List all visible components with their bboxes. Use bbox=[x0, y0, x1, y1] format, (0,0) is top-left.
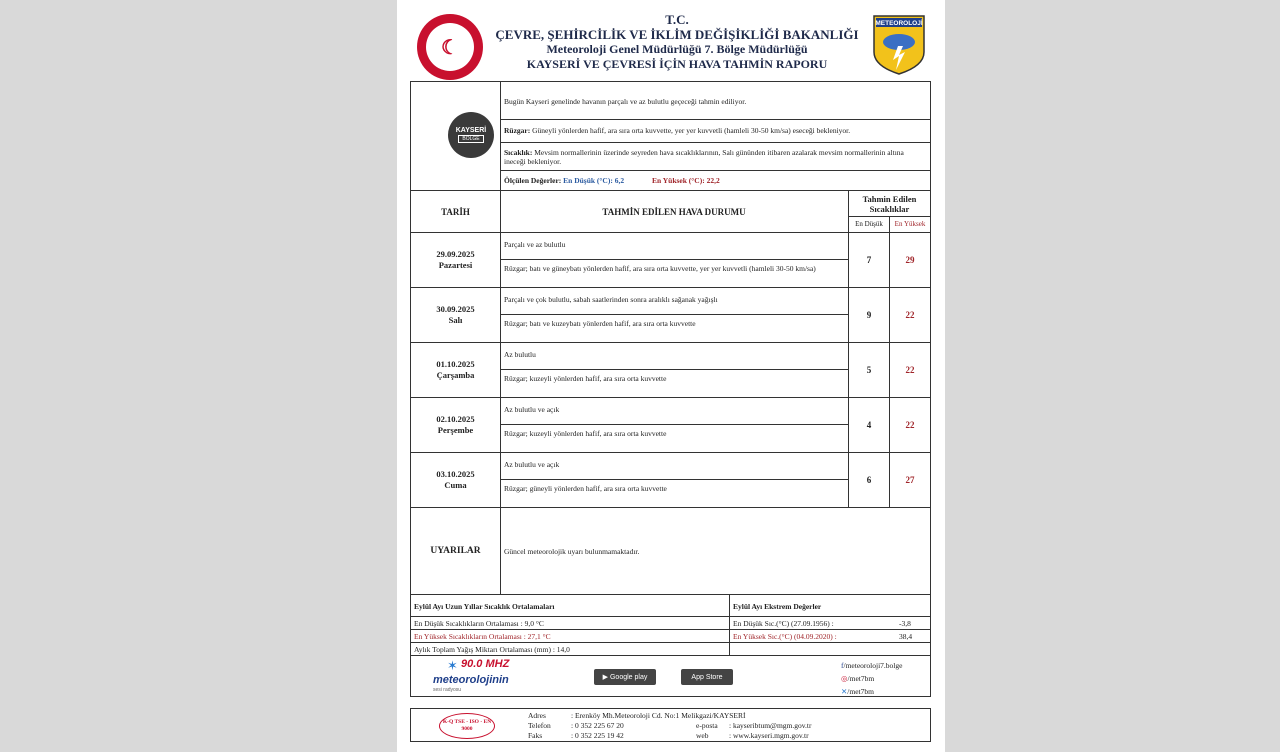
header-text bbox=[487, 12, 867, 72]
app-store-button[interactable] bbox=[681, 669, 733, 685]
web-value[interactable]: : www.kayseri.mgm.gov.tr bbox=[729, 731, 809, 740]
col-header-date: TARİH bbox=[441, 206, 470, 217]
instagram-icon: ◎ bbox=[841, 674, 848, 683]
forecast-day: Cuma bbox=[444, 479, 467, 490]
temp-label: Sıcaklık: bbox=[504, 148, 533, 157]
forecast-min: 4 bbox=[866, 419, 872, 430]
app-store-label: App Store bbox=[691, 673, 723, 681]
forecast-day: Salı bbox=[448, 314, 463, 325]
warnings-text: Güncel meteorolojik uyarı bulunmamaktadır. bbox=[504, 547, 640, 556]
forecast-max: 29 bbox=[905, 254, 915, 265]
play-icon: ▶ bbox=[602, 674, 610, 681]
header-ministry: ÇEVRE, ŞEHİRCİLİK VE İKLİM DEĞİŞİKLİĞİ BAKANLIĞI bbox=[495, 27, 859, 42]
forecast-wind: Rüzgar; güneyli yönlerden hafif, ara sıra orta kuvvette bbox=[504, 484, 667, 493]
summary-box bbox=[410, 81, 931, 191]
extremes-max-label: En Yüksek Sıc.(°C) (04.09.2020) : bbox=[733, 632, 837, 641]
forecast-date-cell bbox=[411, 397, 500, 452]
extremes-min-value: -3,8 bbox=[899, 619, 911, 628]
forecast-day: Pazartesi bbox=[438, 259, 473, 270]
summary-temp bbox=[504, 148, 924, 166]
web-label: web bbox=[696, 731, 709, 740]
forecast-wind: Rüzgar; batı ve kuzeybatı yönlerden hafif, ara sıra orta kuvvette bbox=[504, 319, 696, 328]
forecast-date-cell bbox=[411, 342, 500, 397]
header-report-title: KAYSERİ VE ÇEVRESİ İÇİN HAVA TAHMİN RAPORU bbox=[526, 57, 828, 71]
wind-text: Güneyli yönlerden hafif, ara sıra orta kuvvette, yer yer kuvvetli (hamleli 30-50 km/sa) eseceği bekleniyor. bbox=[530, 126, 851, 135]
averages-min: En Düşük Sıcaklıkların Ortalaması : 9,0 °C bbox=[414, 619, 544, 628]
forecast-day: Çarşamba bbox=[436, 369, 475, 380]
forecast-min: 5 bbox=[866, 364, 872, 375]
kayseri-bolge-badge bbox=[448, 112, 494, 158]
measured-min: En Düşük (°C): 6,2 bbox=[563, 176, 625, 185]
forecast-max: 22 bbox=[905, 419, 915, 430]
summary-wind bbox=[504, 126, 928, 135]
header-tc: T.C. bbox=[665, 12, 689, 27]
social-instagram[interactable]: ◎/met7bm bbox=[841, 674, 875, 683]
header-directorate: Meteoroloji Genel Müdürlüğü 7. Bölge Müdürlüğü bbox=[546, 42, 808, 56]
contact-box bbox=[410, 708, 931, 742]
warnings-box bbox=[410, 507, 931, 595]
radio-brand-sub: sesi radyosu bbox=[433, 687, 462, 693]
measured-label: Ölçülen Değerler: bbox=[504, 176, 562, 185]
forecast-row bbox=[411, 342, 930, 397]
forecast-date: 29.09.2025 bbox=[436, 248, 475, 259]
col-header-weather: TAHMİN EDİLEN HAVA DURUMU bbox=[602, 206, 746, 217]
averages-max: En Yüksek Sıcaklıkların Ortalaması : 27,1 °C bbox=[414, 632, 551, 641]
climate-box bbox=[410, 594, 931, 656]
google-play-button[interactable] bbox=[594, 669, 656, 685]
fax-label: Faks bbox=[528, 731, 543, 740]
col-header-max: En Yüksek bbox=[894, 220, 926, 228]
phone-label: Telefon bbox=[528, 721, 551, 730]
forecast-weather: Parçalı ve az bulutlu bbox=[504, 240, 566, 249]
forecast-date-cell bbox=[411, 452, 500, 507]
radio-brand: meteorolojinin bbox=[433, 674, 509, 686]
summary-general: Bugün Kayseri genelinde havanın parçalı ve az bulutlu geçeceği tahmin ediliyor. bbox=[504, 97, 747, 106]
forecast-row bbox=[411, 232, 930, 287]
averages-title: Eylül Ayı Uzun Yıllar Sıcaklık Ortalamaları bbox=[414, 602, 555, 611]
meteoroloji-logo-text: METEOROLOJİ bbox=[875, 20, 923, 27]
ministry-logo: ☾ bbox=[417, 14, 483, 80]
email-label: e-posta bbox=[696, 721, 718, 730]
fax-value: : 0 352 225 19 42 bbox=[571, 731, 624, 740]
forecast-wind: Rüzgar; kuzeyli yönlerden hafif, ara sıra orta kuvvette bbox=[504, 374, 667, 383]
forecast-min: 9 bbox=[866, 309, 872, 320]
radio-frequency: 90.0 MHZ bbox=[461, 658, 510, 670]
promo-box bbox=[410, 655, 931, 697]
report-page bbox=[397, 0, 945, 752]
badge-line2: BÖLGE bbox=[458, 135, 483, 143]
report-header bbox=[397, 10, 945, 80]
google-play-label: Google play bbox=[609, 673, 648, 681]
forecast-row bbox=[411, 452, 930, 507]
averages-rain: Aylık Toplam Yağış Miktarı Ortalaması (mm) : 14,0 bbox=[414, 645, 570, 654]
address-label: Adres bbox=[528, 711, 546, 720]
email-value[interactable]: : kayseribtum@mgm.gov.tr bbox=[729, 721, 812, 730]
social-twitter[interactable]: ✕/met7bm bbox=[841, 687, 874, 696]
forecast-weather: Az bulutlu ve açık bbox=[504, 405, 560, 414]
forecast-weather: Az bulutlu bbox=[504, 350, 536, 359]
forecast-row bbox=[411, 397, 930, 452]
social-facebook[interactable]: f/meteoroloji7.bolge bbox=[841, 661, 903, 670]
tse-iso-badge: K-Q TSE - ISO - EN 9000 bbox=[439, 713, 495, 739]
extremes-title: Eylül Ayı Ekstrem Değerler bbox=[733, 602, 822, 611]
measured-max: En Yüksek (°C): 22,2 bbox=[651, 176, 720, 185]
forecast-max: 27 bbox=[905, 474, 915, 485]
forecast-date: 01.10.2025 bbox=[436, 358, 475, 369]
address-value: : Erenköy Mh.Meteoroloji Cd. No:1 Melikgazi/KAYSERİ bbox=[571, 711, 746, 720]
extremes-max-value: 38,4 bbox=[899, 632, 913, 641]
forecast-row bbox=[411, 287, 930, 342]
forecast-weather: Az bulutlu ve açık bbox=[504, 460, 560, 469]
meteoroloji-logo bbox=[872, 14, 926, 76]
forecast-wind: Rüzgar; batı ve güneybatı yönlerden hafif, ara sıra orta kuvvette, yer yer kuvvetli (hamleli 30-50 km/sa) bbox=[504, 264, 816, 273]
forecast-date-cell bbox=[411, 287, 500, 342]
forecast-max: 22 bbox=[905, 364, 915, 375]
extremes-min-label: En Düşük Sıc.(°C) (27.09.1956) : bbox=[733, 619, 834, 628]
forecast-min: 7 bbox=[866, 254, 872, 265]
col-header-temps: Tahmin Edilen Sıcaklıklar bbox=[862, 193, 917, 214]
col-header-min: En Düşük bbox=[855, 220, 883, 228]
forecast-table bbox=[410, 190, 931, 508]
forecast-min: 6 bbox=[866, 474, 872, 485]
twitter-icon: ✕ bbox=[841, 687, 848, 696]
forecast-date-cell bbox=[411, 232, 500, 287]
phone-value: : 0 352 225 67 20 bbox=[571, 721, 624, 730]
social-links bbox=[841, 659, 902, 698]
forecast-weather: Parçalı ve çok bulutlu, sabah saatlerinden sonra aralıklı sağanak yağışlı bbox=[504, 295, 718, 304]
forecast-max: 22 bbox=[905, 309, 915, 320]
radio-star-icon: ✶ bbox=[447, 658, 458, 673]
warnings-label: UYARILAR bbox=[430, 546, 481, 556]
summary-measured bbox=[504, 176, 924, 185]
forecast-wind: Rüzgar; kuzeyli yönlerden hafif, ara sıra orta kuvvette bbox=[504, 429, 667, 438]
facebook-icon: f bbox=[841, 661, 844, 670]
wind-label: Rüzgar: bbox=[504, 126, 531, 135]
forecast-date: 03.10.2025 bbox=[436, 468, 475, 479]
temp-text: Mevsim normallerinin üzerinde seyreden hava sıcaklıklarının, Salı gününden itibaren azalarak mevsim normallerinin altına ineceği bekleniyor. bbox=[504, 148, 904, 166]
forecast-date: 02.10.2025 bbox=[436, 413, 475, 424]
badge-line1: KAYSERİ bbox=[455, 127, 487, 134]
forecast-day: Perşembe bbox=[437, 424, 474, 435]
forecast-date: 30.09.2025 bbox=[436, 303, 475, 314]
